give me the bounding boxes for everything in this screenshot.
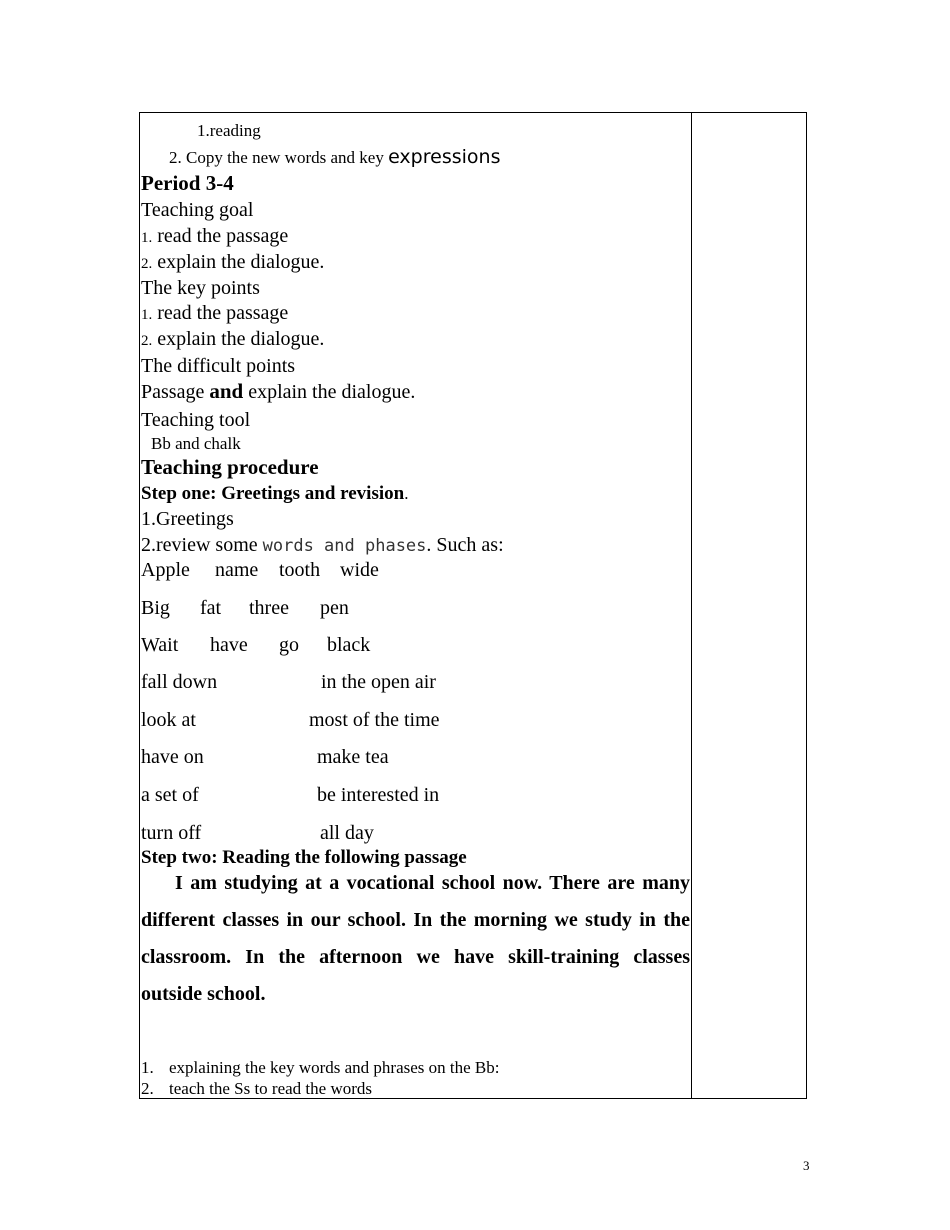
word: pen [320,597,349,619]
phrase: turn off [141,822,202,844]
phrase: make tea [317,746,389,768]
phrase: be interested in [317,784,440,806]
word: Big [141,597,170,619]
phrase-row-4 [141,785,690,807]
step-one-heading: Step one: Greetings and revision. [141,483,409,504]
teaching-goal-item-1: 1. read the passage [141,225,289,247]
word: name [215,559,259,581]
phrase: in the open air [321,671,436,693]
lesson-content-cell [141,113,690,1098]
teaching-tool-text: Bb and chalk [151,434,241,453]
key-points-heading: The key points [141,277,260,299]
phrase-row-1 [141,672,690,694]
phrase-row-5 [141,823,690,845]
phrase: look at [141,709,196,731]
homework-item-2: 2. Copy the new words and key expressions [169,146,501,168]
word: go [279,634,299,656]
homework-item-1: 1.reading [197,121,261,140]
word-row-3 [141,635,690,657]
phrase: a set of [141,784,199,806]
word: have [210,634,248,656]
key-points-item-2: 2. explain the dialogue. [141,328,325,350]
word: three [249,597,289,619]
teaching-tool-heading: Teaching tool [141,409,251,431]
phrase-row-3 [141,747,690,769]
phrase: most of the time [309,709,440,731]
page-number: 3 [803,1158,810,1173]
period-title: Period 3-4 [141,171,234,195]
key-points-item-1: 1. read the passage [141,302,289,324]
word-row-2 [141,598,690,620]
lesson-plan-table [139,112,807,1099]
phrase: have on [141,746,204,768]
word: black [327,634,371,656]
word: wide [340,559,379,581]
note-item-2: 2. teach the Ss to read the words [141,1079,372,1098]
word: Wait [141,634,179,656]
word: Apple [141,559,190,581]
phrase: all day [320,822,374,844]
reading-passage: I am studying at a vocational school now. There are many different classes in our school. In the morning we study in the classroom. In the afternoon we have skill-training classes outside school. [141,872,690,1005]
teaching-goal-item-2: 2. explain the dialogue. [141,251,325,273]
step-two-heading: Step two: Reading the following passage [141,847,467,868]
teaching-procedure-heading: Teaching procedure [141,455,319,479]
difficult-points-heading: The difficult points [141,355,296,377]
word: tooth [279,559,321,581]
review-item: 2.review some words and phases. Such as: [141,534,504,556]
word-row-1 [141,560,690,582]
column-divider [691,113,692,1098]
teaching-goal-heading: Teaching goal [141,199,254,221]
phrase: fall down [141,671,218,693]
greetings-item: 1.Greetings [141,508,234,530]
notes-cell [693,113,806,1098]
note-item-1: 1. explaining the key words and phrases on the Bb: [141,1058,500,1077]
word: fat [200,597,222,619]
phrase-row-2 [141,710,690,732]
difficult-points-text: Passage and explain the dialogue. [141,379,416,403]
